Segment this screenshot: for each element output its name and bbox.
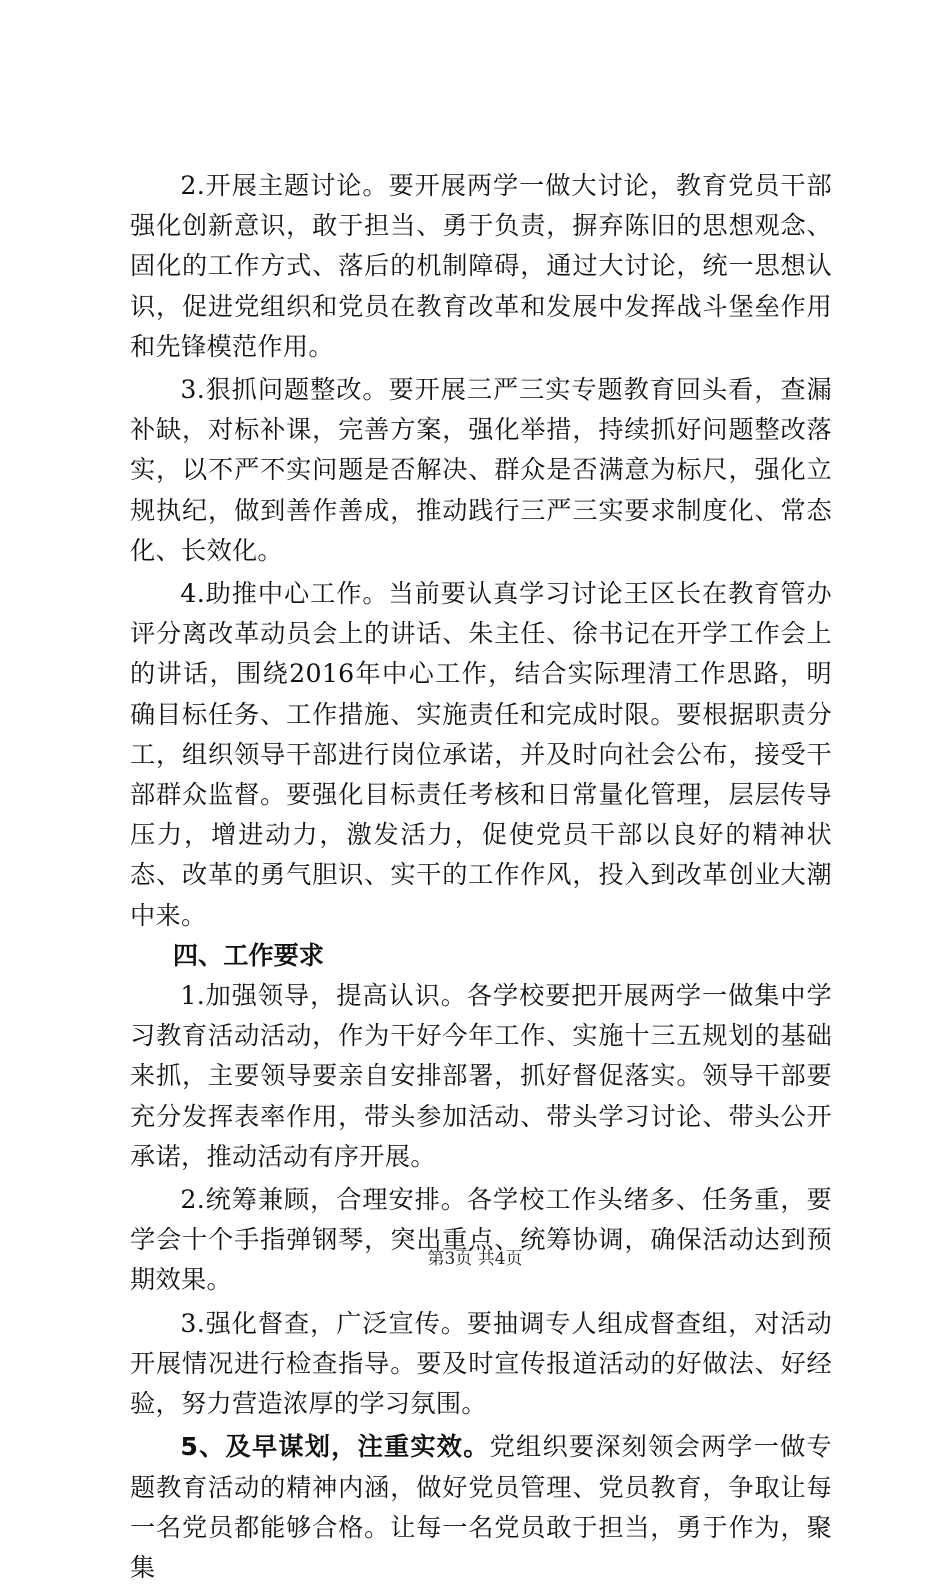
paragraph-overall-planning: 2.统筹兼顾，合理安排。各学校工作头绪多、任务重，要学会十个手指弹钢琴，突出重点、统筹协调，确保活动达到预期效果。 <box>130 1185 832 1295</box>
paragraph-lead-text: 党组织要深刻领会两学一做专题教育活动的精神内涵，做好党员管理、党员教育，争取让每一名党员都能够合格。让每一名党员敢于担当，勇于作为，聚集 <box>130 1432 832 1582</box>
page-number-footer: 第3页 共4页 <box>427 1249 523 1269</box>
paragraph-strengthen-leadership: 1.加强领导，提高认识。各学校要把开展两学一做集中学习教育活动活动，作为干好今年工作、实施十三五规划的基础来抓，主要领导要亲自安排部署，抓好督促落实。领导干部要充分发挥表率作用，带头参加活动、带头学习讨论、带头公开承诺，推动活动有序开展。 <box>130 981 832 1171</box>
paragraph-problem-rectification: 3.狠抓问题整改。要开展三严三实专题教育回头看，查漏补缺，对标补课，完善方案，强化举措，持续抓好问题整改落实，以不严不实问题是否解决、群众是否满意为标尺，强化立规执纪，做到善作善成，推动践行三严三实要求制度化、常态化、长效化。 <box>130 375 832 565</box>
section-heading: 四、工作要求 <box>172 940 324 970</box>
paragraph-central-work: 4.助推中心工作。当前要认真学习讨论王区长在教育管办评分离改革动员会上的讲话、朱主任、徐书记在开学工作会上的讲话，围绕2016年中心工作，结合实际理清工作思路，明确目标任务、工作措施、实施责任和完成时限。要根据职责分工，组织领导干部进行岗位承诺，并及时向社会公布，接受干部群众监督。要强化目标责任考核和日常量化管理，层层传导压力，增进动力，激发活力，促使党员干部以良好的精神状态、改革的勇气胆识、实干的工作作风，投入到改革创业大潮中来。 <box>130 579 832 930</box>
paragraph-topic-discussion: 2.开展主题讨论。要开展两学一做大讨论，教育党员干部强化创新意识，敢于担当、勇于负责，摒弃陈旧的思想观念、固化的工作方式、落后的机制障碍，通过大讨论，统一思想认识，促进党组织和党员在教育改革和发展中发挥战斗堡垒作用和先锋模范作用。 <box>130 171 832 361</box>
document-body <box>130 166 832 1588</box>
paragraph-supervision-publicity: 3.强化督查，广泛宣传。要抽调专人组成督查组，对活动开展情况进行检查指导。要及时宣传报道活动的好做法、好经验，努力营造浓厚的学习氛围。 <box>130 1308 832 1419</box>
paragraph-lead-bold: 5、及早谋划，注重实效。 <box>180 1432 490 1462</box>
paragraph-early-planning <box>130 1427 832 1588</box>
